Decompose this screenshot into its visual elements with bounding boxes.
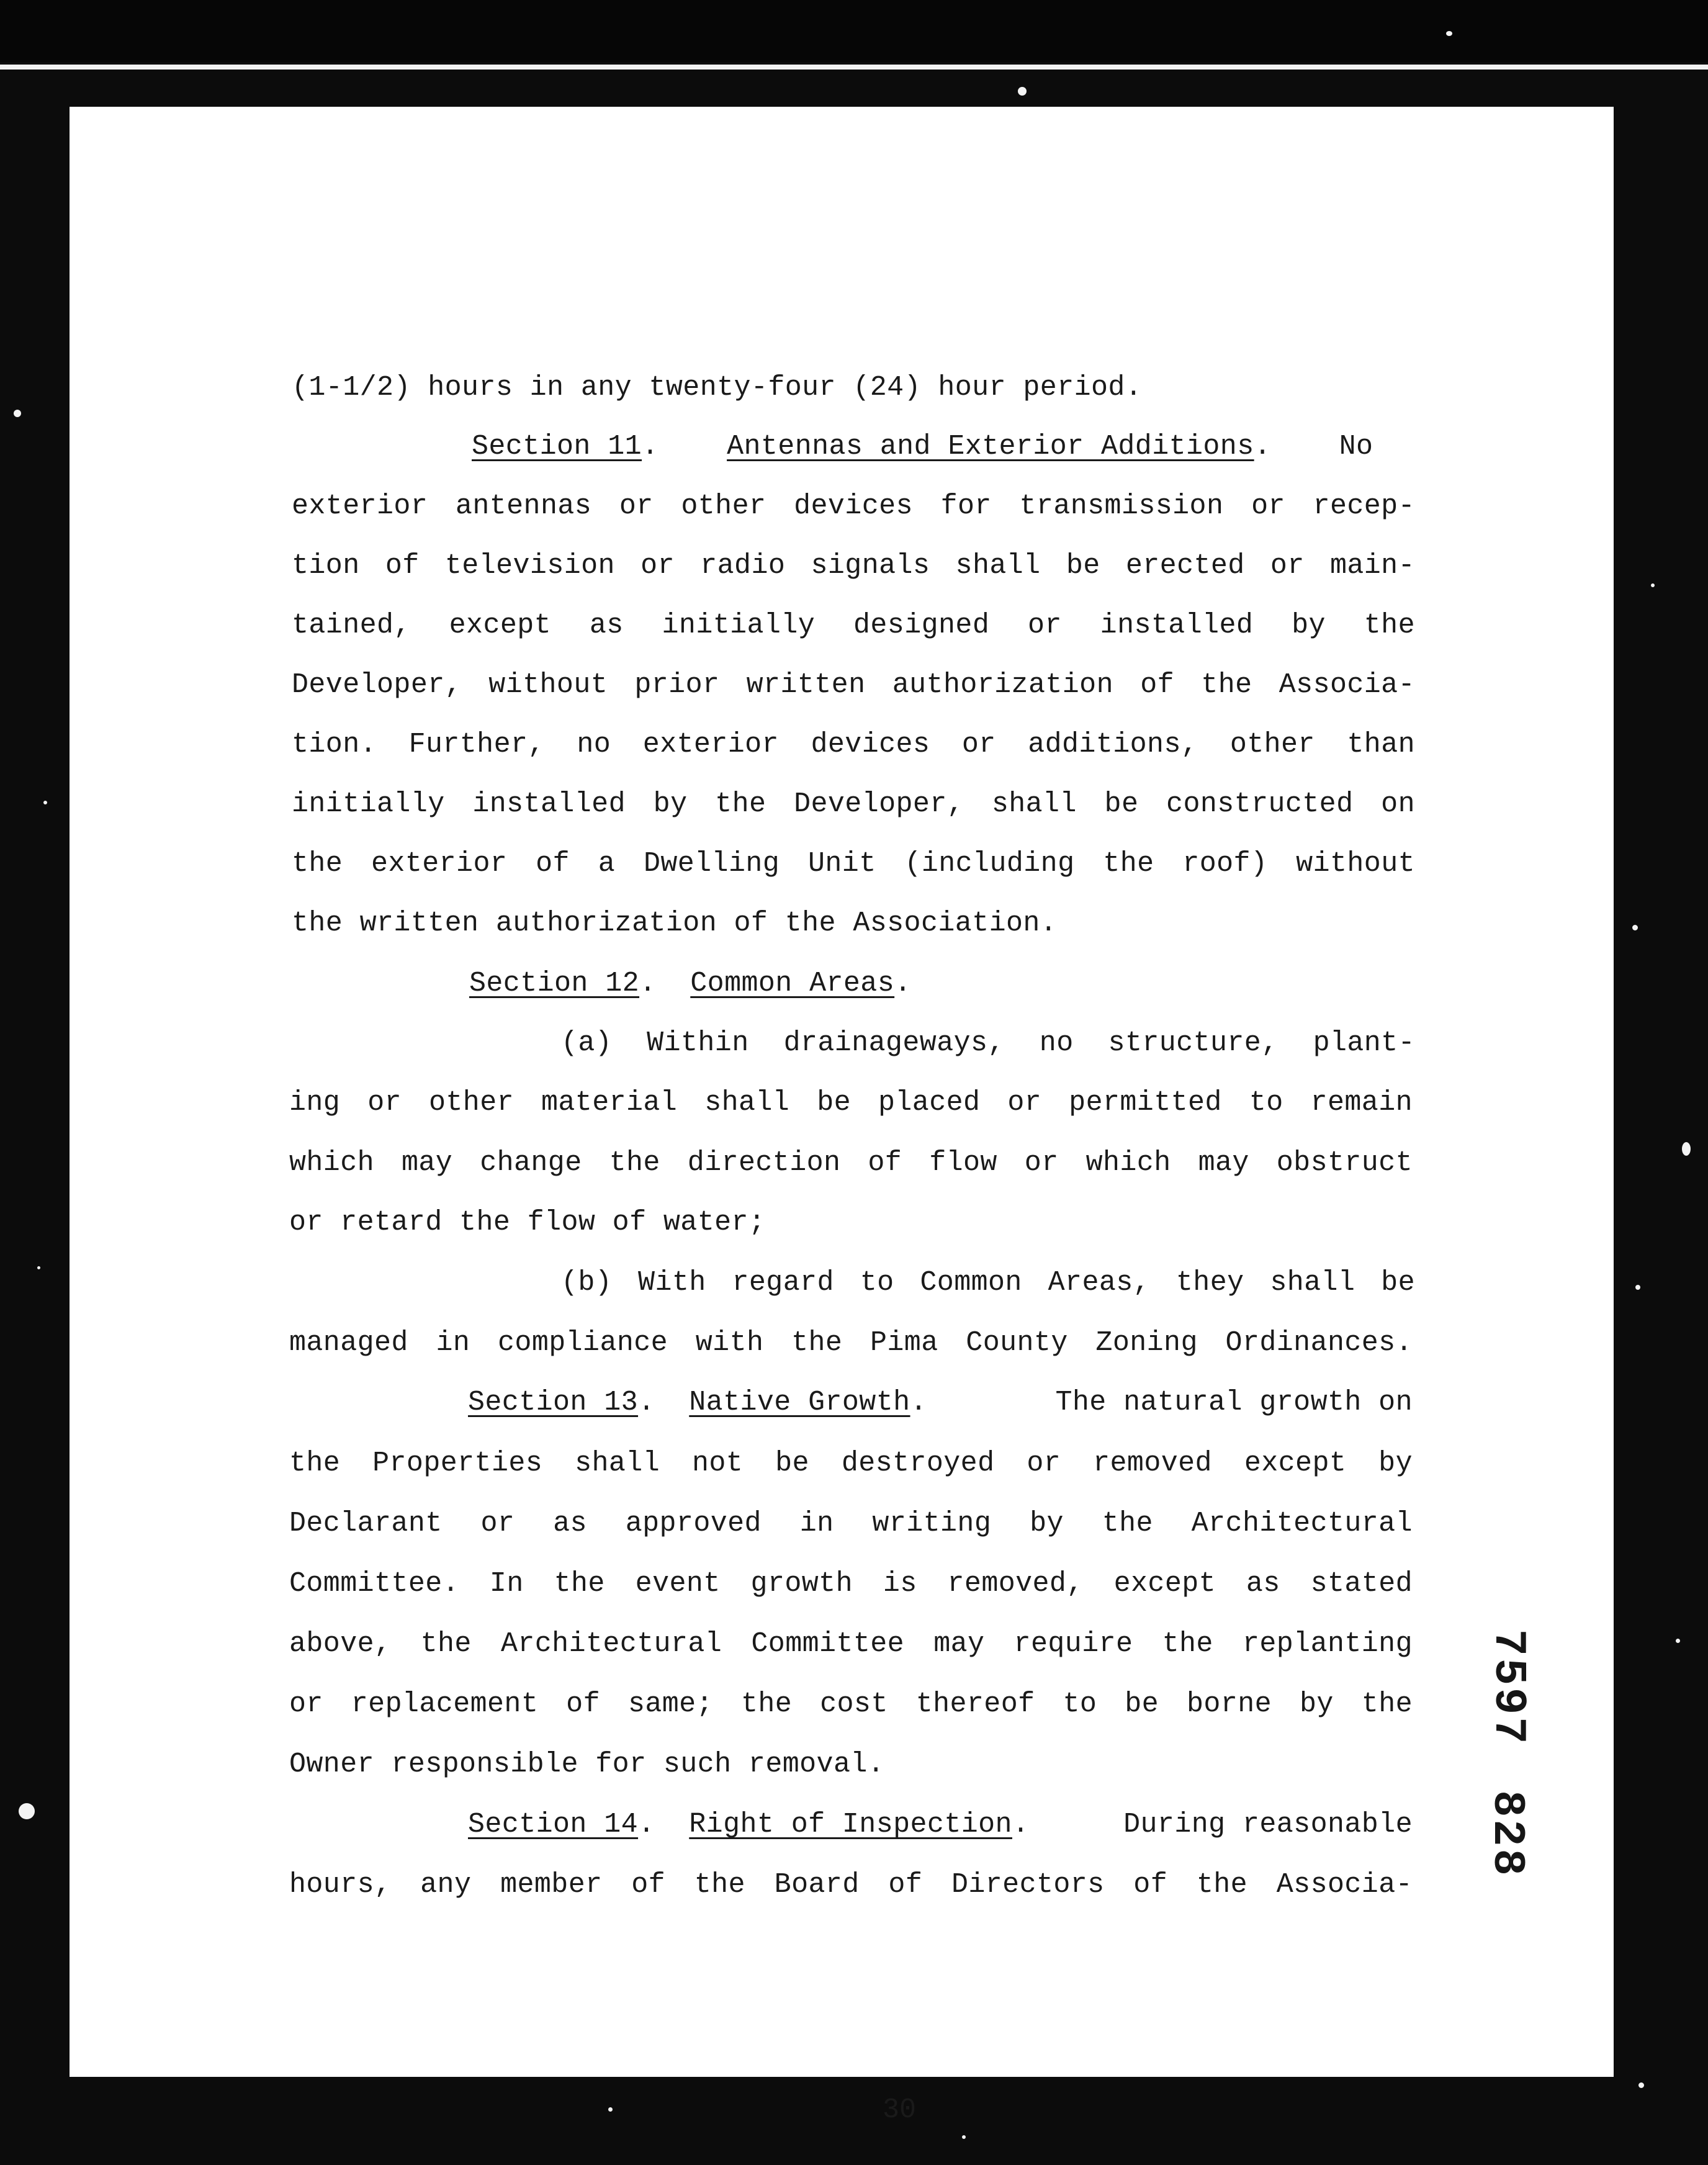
body-line: Declarant or as approved in writing by the Architectural xyxy=(289,1508,1413,1539)
scan-speck xyxy=(962,2135,966,2139)
body-line: tained, except as initially designed or installed by the xyxy=(292,610,1415,641)
section-14-heading xyxy=(468,1806,1413,1843)
section-13-number: Section 13 xyxy=(468,1387,639,1418)
body-line: tion. Further, no exterior devices or additions, other than xyxy=(292,729,1415,760)
scan-edge-line xyxy=(0,65,1708,70)
scan-speck xyxy=(1446,31,1452,36)
body-line: hours, any member of the Board of Directors of the Associa- xyxy=(289,1869,1413,1901)
scan-border-top xyxy=(0,0,1708,62)
scan-speck xyxy=(1635,1285,1640,1290)
body-line: ing or other material shall be placed or permitted to remain xyxy=(289,1087,1413,1119)
section-11-heading xyxy=(472,428,1373,466)
heading-period: . xyxy=(639,968,657,999)
section-11-lead: No xyxy=(1339,431,1373,462)
body-line: or retard the flow of water; xyxy=(289,1207,766,1238)
body-line: tion of television or radio signals shall be erected or main- xyxy=(292,550,1415,582)
section-12-title: Common Areas xyxy=(690,968,895,999)
scan-speck xyxy=(608,2107,613,2112)
scan-speck xyxy=(19,1803,35,1819)
heading-period: . xyxy=(642,431,659,462)
section-13-title: Native Growth xyxy=(689,1387,910,1418)
section-14-title: Right of Inspection xyxy=(689,1809,1012,1840)
heading-period: . xyxy=(894,968,912,999)
body-line: the Properties shall not be destroyed or removed except by xyxy=(289,1447,1413,1479)
body-line: Developer, without prior written authorization of the Associa- xyxy=(292,669,1415,701)
heading-period: . xyxy=(638,1809,655,1840)
document-page xyxy=(70,107,1614,2126)
section-12-number: Section 12 xyxy=(469,968,640,999)
section-12-heading xyxy=(469,965,912,1002)
scan-speck xyxy=(1632,925,1638,930)
scan-speck xyxy=(1682,1142,1691,1156)
section-13-lead: The natural growth on xyxy=(1055,1387,1413,1418)
recording-book-number: 7597 xyxy=(1483,1629,1534,1747)
body-line: (1-1/2) hours in any twenty-four (24) hour period. xyxy=(292,372,1143,403)
body-line: managed in compliance with the Pima County Zoning Ordinances. xyxy=(289,1327,1413,1359)
scan-speck xyxy=(1676,1639,1680,1643)
scan-speck xyxy=(37,1266,40,1269)
item-b: (b) With regard to Common Areas, they shall be xyxy=(561,1267,1415,1299)
scan-speck xyxy=(14,410,21,417)
section-14-lead: During reasonable xyxy=(1123,1809,1413,1840)
scan-speck xyxy=(43,801,47,804)
scan-speck xyxy=(1018,87,1027,96)
body-line: exterior antennas or other devices for transmission or recep- xyxy=(292,490,1415,522)
body-line: the exterior of a Dwelling Unit (including the roof) without xyxy=(292,848,1415,880)
heading-period: . xyxy=(910,1387,927,1418)
recording-page-number: 828 xyxy=(1481,1790,1532,1878)
heading-period: . xyxy=(1254,431,1272,462)
heading-period: . xyxy=(638,1387,655,1418)
body-line: initially installed by the Developer, shall be constructed on xyxy=(292,788,1415,820)
body-line: Committee. In the event growth is removed, except as stated xyxy=(289,1568,1413,1600)
section-14-number: Section 14 xyxy=(468,1809,639,1840)
scan-speck xyxy=(1638,2082,1644,2088)
body-line: the written authorization of the Association. xyxy=(292,907,1058,939)
page-number: 30 xyxy=(883,2094,917,2126)
body-line: Owner responsible for such removal. xyxy=(289,1749,885,1780)
heading-period: . xyxy=(1012,1809,1030,1840)
body-line: which may change the direction of flow or which may obstruct xyxy=(289,1147,1413,1179)
section-11-number: Section 11 xyxy=(472,431,642,462)
section-11-title: Antennas and Exterior Additions xyxy=(727,431,1254,462)
body-line: above, the Architectural Committee may require the replanting xyxy=(289,1628,1413,1660)
body-line: or replacement of same; the cost thereof to be borne by the xyxy=(289,1688,1413,1720)
scan-speck xyxy=(1651,583,1655,587)
section-13-heading xyxy=(468,1384,1413,1421)
item-a: (a) Within drainageways, no structure, plant- xyxy=(561,1027,1415,1059)
